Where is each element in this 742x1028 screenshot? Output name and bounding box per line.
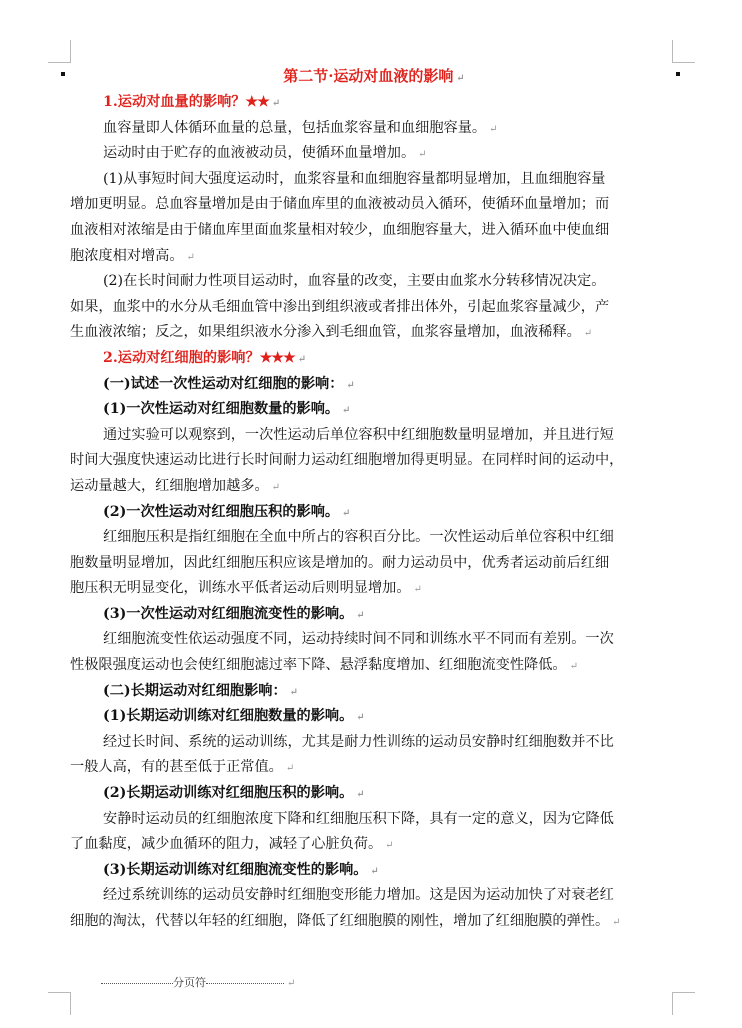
page-title: 第二节·运动对血液的影响 ↵ <box>283 67 465 85</box>
paragraph-line: 血液相对浓缩是由于储血库里面血浆量相对较少，血细胞容量大，进入循环血中使血细 <box>70 221 610 238</box>
paragraph: 运动时由于贮存的血液被动员，使循环血量增加。 ↵ <box>103 145 427 162</box>
paragraph-line: 红细胞流变性依运动强度不同，运动持续时间不同和训练水平不同而有差别。一次 <box>103 631 614 648</box>
paragraph-line: 运动量越大，红细胞增加越多。 ↵ <box>70 477 281 494</box>
paragraph-line: 胞数量明显增加，因此红细胞压积应该是增加的。耐力运动员中，优秀者运动前后红细 <box>70 554 610 571</box>
paragraph: 血容量即人体循环血量的总量，包括血浆容量和血细胞容量。 ↵ <box>103 119 498 136</box>
crop-mark-top-right <box>672 40 695 63</box>
paragraph-line: 胞浓度相对增高。 ↵ <box>70 247 195 264</box>
subheading: (1)长期运动训练对红细胞数量的影响。 ↵ <box>103 708 365 725</box>
subheading: (2)长期运动训练对红细胞压积的影响。 ↵ <box>103 785 365 802</box>
subheading: (一)试述一次性运动对红细胞的影响： ↵ <box>103 375 355 392</box>
subheading: (3)长期运动训练对红细胞流变性的影响。 ↵ <box>103 861 379 878</box>
section-heading-blood-volume: 1.运动对血量的影响？★★ ↵ <box>103 94 281 110</box>
page-break-label: 分页符 <box>173 976 206 989</box>
paragraph-line: 细胞的淘汰，代替以年轻的红细胞，降低了红细胞膜的刚性，增加了红细胞膜的弹性。 ↵ <box>70 913 621 929</box>
subheading: (2)一次性运动对红细胞压积的影响。 ↵ <box>103 503 351 520</box>
paragraph-line: 了血黏度，减少血循环的阻力，减轻了心脏负荷。 ↵ <box>70 836 394 853</box>
subheading: (二)长期运动对红细胞影响： ↵ <box>103 682 299 699</box>
paragraph-line: 生血液浓缩；反之，如果组织液水分渗入到毛细血管，血浆容量增加，血液稀释。 ↵ <box>70 324 593 341</box>
paragraph-line: (2)在长时间耐力性项目运动时，血容量的改变，主要由血浆水分转移情况决定。 <box>103 273 606 290</box>
crop-mark-bottom-right <box>672 992 695 1015</box>
crop-mark-bottom-left <box>48 992 71 1015</box>
paragraph-line: (1)从事短时间大强度运动时，血浆容量和血细胞容量都明显增加，且血细胞容量 <box>103 170 606 187</box>
margin-bullet-left <box>61 72 65 76</box>
star-rating-icon: ★★★ <box>259 349 295 366</box>
paragraph-line: 红细胞压积是指红细胞在全血中所占的容积百分比。一次性运动后单位容积中红细 <box>103 529 614 546</box>
paragraph-line: 经过长时间、系统的运动训练，尤其是耐力性训练的运动员安静时红细胞数并不比 <box>103 733 614 750</box>
crop-mark-top-left <box>48 40 71 63</box>
star-rating-icon: ★★ <box>245 94 269 110</box>
paragraph-line: 安静时运动员的红细胞浓度下降和红细胞压积下降，具有一定的意义，因为它降低 <box>103 810 614 827</box>
paragraph-line: 时间大强度快速运动比进行长时间耐力运动红细胞增加得更明显。在同样时间的运动中， <box>70 452 624 469</box>
paragraph-line: 性极限强度运动也会使红细胞滤过率下降、悬浮黏度增加、红细胞流变性降低。 ↵ <box>70 657 578 674</box>
subheading: (1)一次性运动对红细胞数量的影响。 ↵ <box>103 401 351 418</box>
paragraph-line: 胞压积无明显变化，训练水平低者运动后则明显增加。 ↵ <box>70 580 422 597</box>
document-body <box>70 62 678 935</box>
section-heading-red-cells: 2.运动对红细胞的影响？★★★ ↵ <box>103 349 307 366</box>
page-break-marker: 分页符 ↵ <box>101 974 295 990</box>
paragraph-line: 经过系统训练的运动员安静时红细胞变形能力增加。这是因为运动加快了对衰老红 <box>103 887 614 904</box>
subheading: (3)一次性运动对红细胞流变性的影响。 ↵ <box>103 605 365 622</box>
paragraph-line: 如果，血浆中的水分从毛细血管中渗出到组织液或者排出体外，引起血浆容量减少，产 <box>70 298 610 315</box>
paragraph-line: 一般人高，有的甚至低于正常值。 ↵ <box>70 759 295 776</box>
paragraph-line: 增加更明显。总血容量增加是由于储血库里的血液被动员入循环，使循环血量增加；而 <box>70 196 610 213</box>
paragraph-line: 通过实验可以观察到，一次性运动后单位容积中红细胞数量明显增加，并且进行短 <box>103 426 614 443</box>
